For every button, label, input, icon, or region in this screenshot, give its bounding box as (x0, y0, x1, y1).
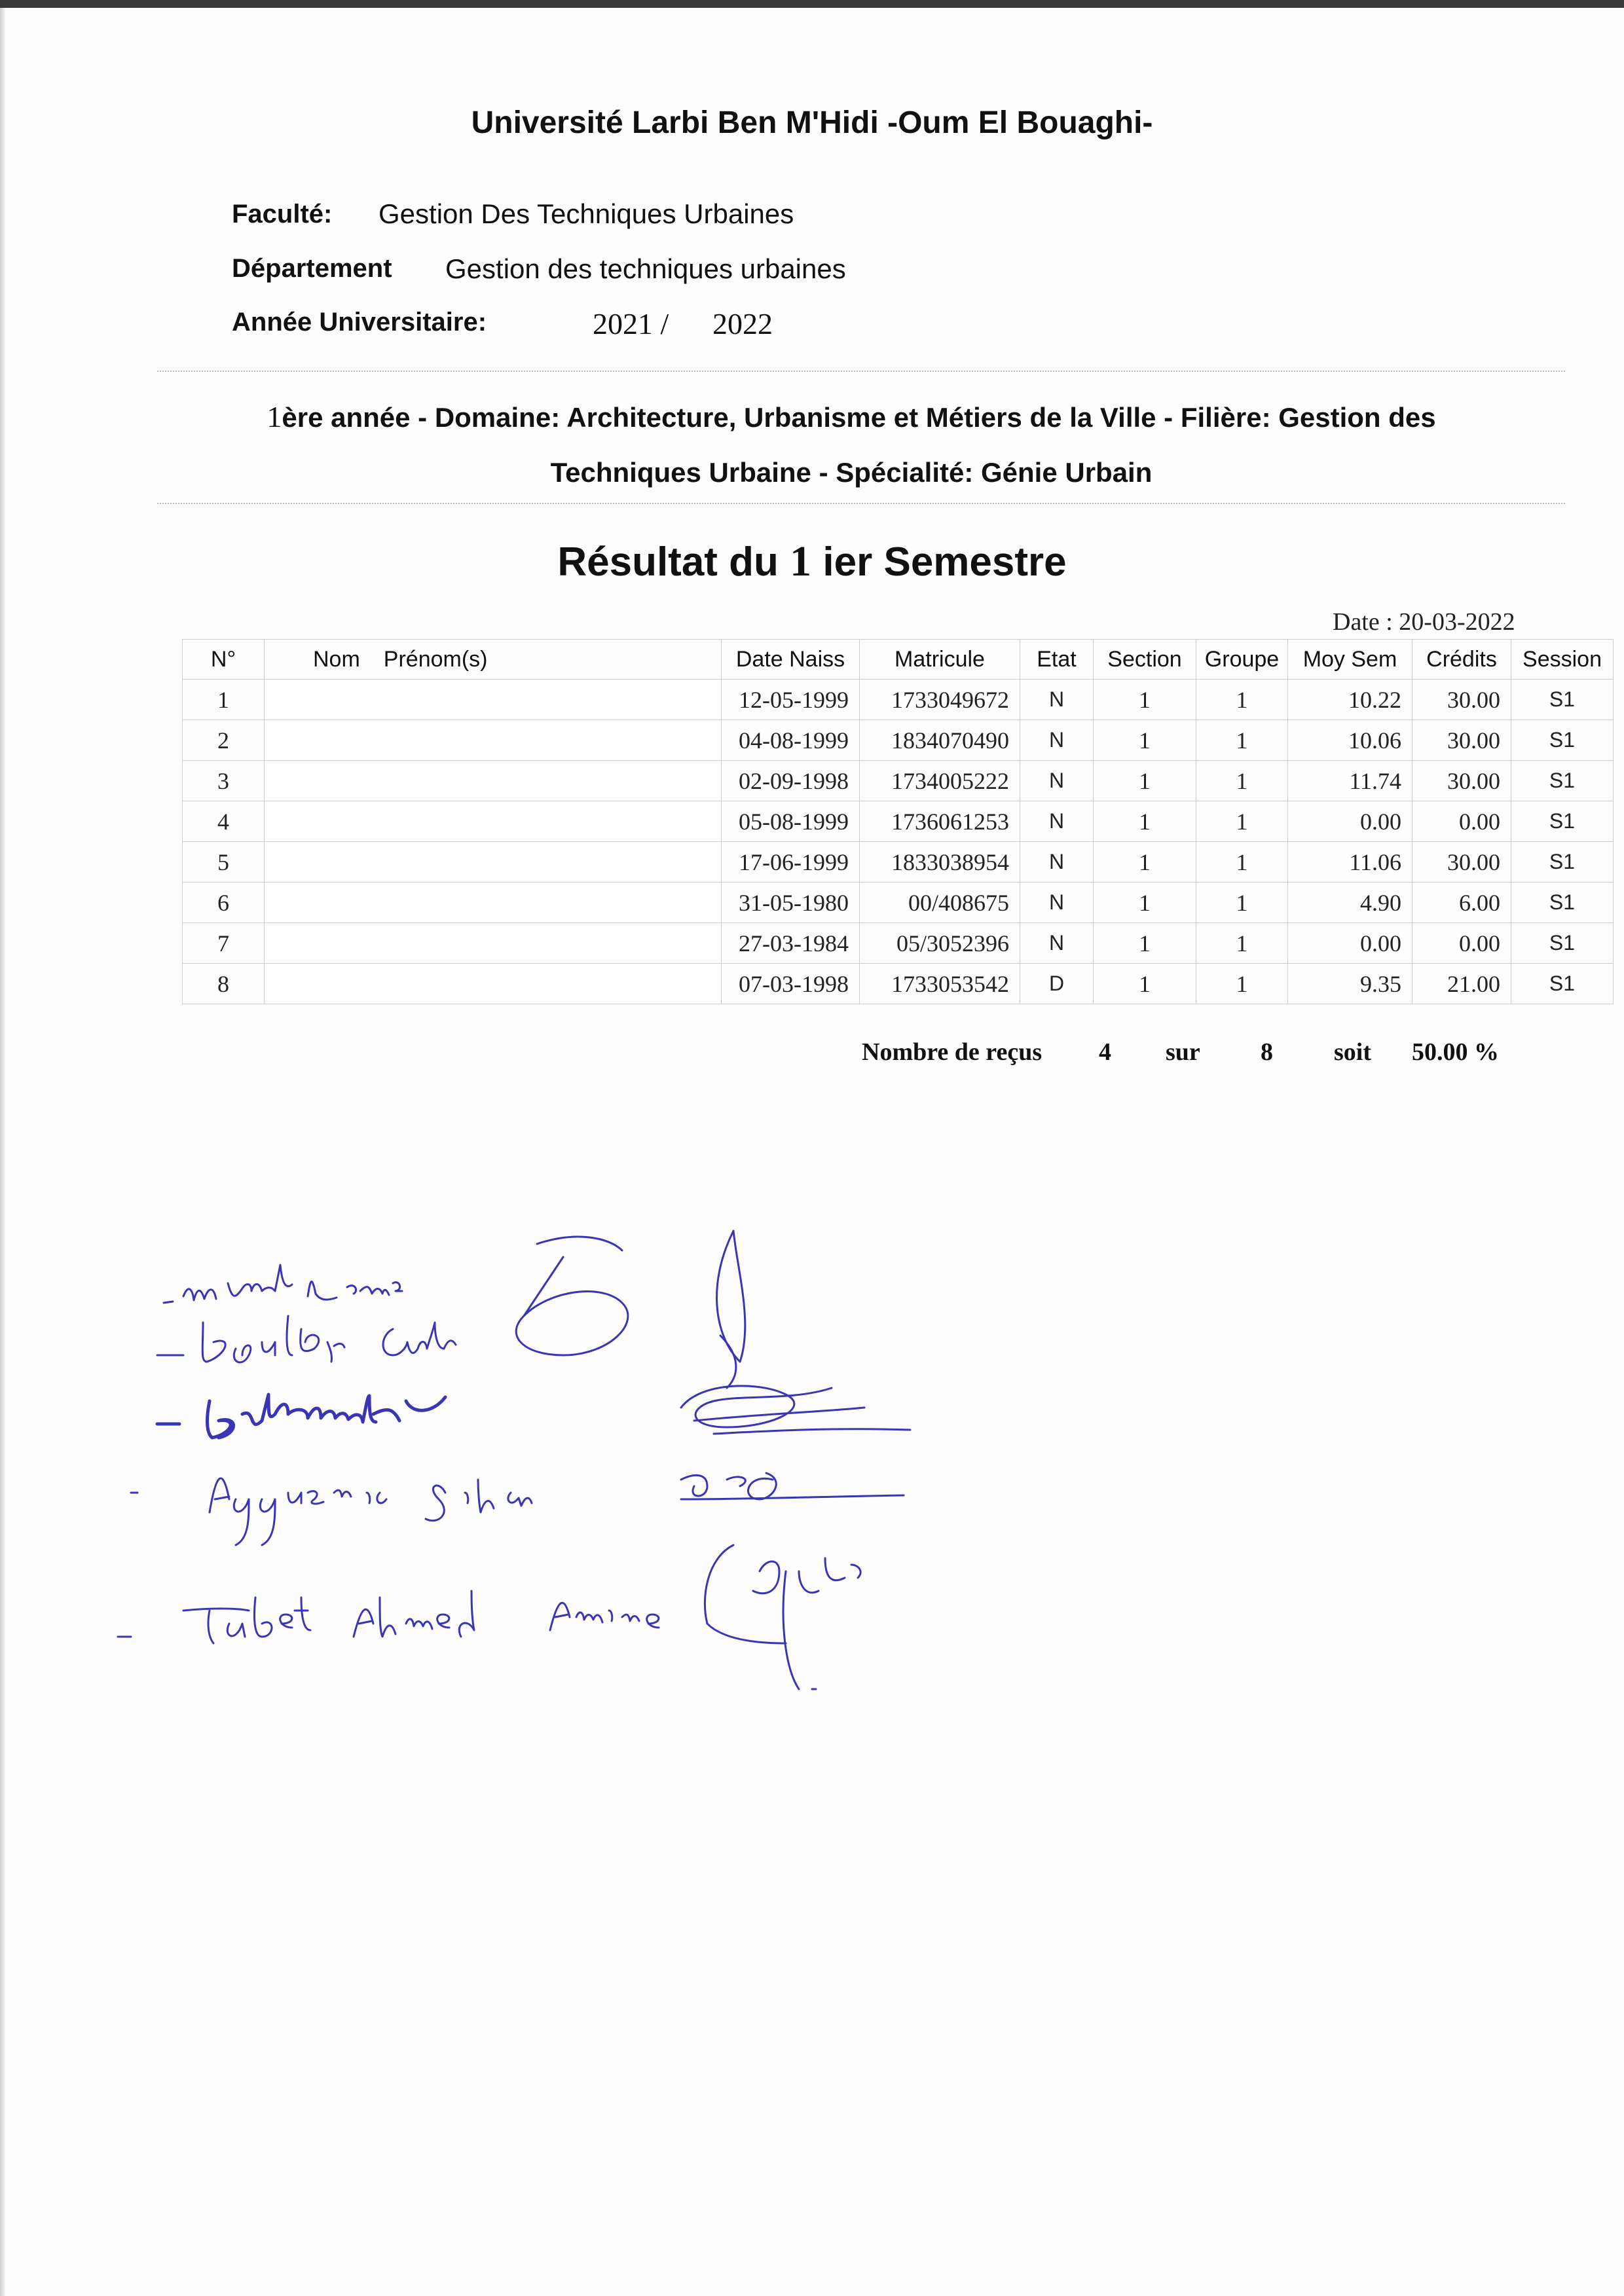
cell-date-naiss: 05-08-1999 (722, 801, 860, 842)
summary-percent: 50.00 % (1412, 1038, 1499, 1066)
cell-credits: 21.00 (1412, 964, 1511, 1004)
signature-mark-3 (681, 1386, 910, 1434)
cell-etat: D (1020, 964, 1094, 1004)
cell-name-redacted (265, 680, 722, 720)
cell-no: 6 (183, 883, 265, 923)
cell-groupe: 1 (1196, 923, 1288, 964)
header-nom: Nom (313, 646, 360, 672)
cell-groupe: 1 (1196, 801, 1288, 842)
header-date-naiss: Date Naiss (722, 640, 860, 680)
program-line-1-text: ère année - Domaine: Architecture, Urbanisme et Métiers de la Ville - Filière: Gestion des (282, 402, 1436, 433)
cell-no: 3 (183, 761, 265, 801)
cell-moy-sem: 11.06 (1288, 842, 1412, 883)
header-session: Session (1511, 640, 1614, 680)
cell-groupe: 1 (1196, 964, 1288, 1004)
table-row (183, 842, 1614, 883)
summary-soit: soit (1334, 1038, 1371, 1066)
cell-moy-sem: 9.35 (1288, 964, 1412, 1004)
date-label: Date : (1333, 608, 1393, 636)
signature-line-5 (118, 1591, 659, 1643)
departement-label: Département (232, 254, 392, 283)
program-description (157, 390, 1545, 500)
program-line-2: Techniques Urbaine - Spécialité: Génie Urbain (550, 457, 1153, 488)
annee-end: 2022 (712, 307, 773, 340)
cell-session: S1 (1511, 761, 1614, 801)
results-table (182, 639, 1614, 1004)
document-date (1333, 608, 1515, 636)
title-suffix: ier Semestre (822, 539, 1067, 585)
cell-etat: N (1020, 883, 1094, 923)
cell-name-redacted (265, 720, 722, 761)
signature-mark-2 (717, 1231, 745, 1388)
header-groupe: Groupe (1196, 640, 1288, 680)
cell-groupe: 1 (1196, 680, 1288, 720)
cell-date-naiss: 07-03-1998 (722, 964, 860, 1004)
cell-section: 1 (1094, 801, 1196, 842)
cell-matricule: 1733053542 (860, 964, 1020, 1004)
signature-line-1 (164, 1265, 402, 1303)
cell-no: 1 (183, 680, 265, 720)
cell-name-redacted (265, 842, 722, 883)
signature-line-2 (157, 1316, 456, 1362)
cell-name-redacted (265, 964, 722, 1004)
signature-mark-5 (705, 1545, 860, 1689)
program-line-1 (157, 390, 1545, 445)
cell-matricule: 1734005222 (860, 761, 1020, 801)
cell-credits: 30.00 (1412, 720, 1511, 761)
cell-section: 1 (1094, 842, 1196, 883)
cell-moy-sem: 11.74 (1288, 761, 1412, 801)
cell-name-redacted (265, 761, 722, 801)
separator-top (157, 371, 1565, 372)
scan-left-shadow (0, 8, 5, 2296)
header-nom-prenom (265, 640, 722, 680)
cell-section: 1 (1094, 883, 1196, 923)
cell-no: 2 (183, 720, 265, 761)
cell-credits: 0.00 (1412, 923, 1511, 964)
cell-date-naiss: 02-09-1998 (722, 761, 860, 801)
date-value: 20-03-2022 (1399, 608, 1515, 636)
cell-date-naiss: 27-03-1984 (722, 923, 860, 964)
annee-start: 2021 / (593, 307, 669, 340)
cell-etat: N (1020, 720, 1094, 761)
cell-etat: N (1020, 761, 1094, 801)
cell-section: 1 (1094, 761, 1196, 801)
cell-name-redacted (265, 801, 722, 842)
cell-section: 1 (1094, 680, 1196, 720)
cell-credits: 6.00 (1412, 883, 1511, 923)
scan-top-border (0, 0, 1624, 8)
cell-section: 1 (1094, 923, 1196, 964)
cell-date-naiss: 17-06-1999 (722, 842, 860, 883)
cell-moy-sem: 0.00 (1288, 923, 1412, 964)
cell-no: 5 (183, 842, 265, 883)
summary-label: Nombre de reçus (862, 1038, 1043, 1066)
faculte-label: Faculté: (232, 200, 333, 228)
cell-etat: N (1020, 842, 1094, 883)
cell-groupe: 1 (1196, 883, 1288, 923)
table-row (183, 883, 1614, 923)
signature-mark-4 (681, 1473, 904, 1499)
cell-matricule: 1733049672 (860, 680, 1020, 720)
table-header-row (183, 640, 1614, 680)
cell-etat: N (1020, 801, 1094, 842)
cell-session: S1 (1511, 923, 1614, 964)
cell-matricule: 1736061253 (860, 801, 1020, 842)
cell-section: 1 (1094, 964, 1196, 1004)
signature-line-3 (157, 1394, 445, 1438)
cell-matricule: 00/408675 (860, 883, 1020, 923)
cell-session: S1 (1511, 883, 1614, 923)
cell-matricule: 05/3052396 (860, 923, 1020, 964)
table-row (183, 761, 1614, 801)
header-prenom: Prénom(s) (383, 646, 488, 672)
cell-moy-sem: 4.90 (1288, 883, 1412, 923)
cell-section: 1 (1094, 720, 1196, 761)
cell-groupe: 1 (1196, 761, 1288, 801)
cell-date-naiss: 12-05-1999 (722, 680, 860, 720)
cell-matricule: 1833038954 (860, 842, 1020, 883)
cell-groupe: 1 (1196, 720, 1288, 761)
university-title: Université Larbi Ben M'Hidi -Oum El Bouaghi- (471, 105, 1153, 140)
cell-credits: 30.00 (1412, 761, 1511, 801)
summary-sur: sur (1166, 1038, 1200, 1066)
faculte-value: Gestion Des Techniques Urbaines (378, 198, 794, 229)
signature-line-4 (131, 1478, 532, 1545)
table-row (183, 964, 1614, 1004)
header-section: Section (1094, 640, 1196, 680)
cell-session: S1 (1511, 964, 1614, 1004)
summary-received-count: 4 (1099, 1038, 1111, 1066)
cell-no: 4 (183, 801, 265, 842)
header-etat: Etat (1020, 640, 1094, 680)
cell-matricule: 1834070490 (860, 720, 1020, 761)
cell-name-redacted (265, 923, 722, 964)
annee-label: Année Universitaire: (232, 308, 487, 337)
header-credits: Crédits (1412, 640, 1511, 680)
separator-bottom (157, 503, 1565, 504)
program-year: 1 (267, 400, 282, 433)
cell-moy-sem: 10.22 (1288, 680, 1412, 720)
cell-moy-sem: 10.06 (1288, 720, 1412, 761)
header-moy-sem: Moy Sem (1288, 640, 1412, 680)
table-row (183, 680, 1614, 720)
table-row (183, 720, 1614, 761)
cell-credits: 0.00 (1412, 801, 1511, 842)
table-row (183, 923, 1614, 964)
cell-credits: 30.00 (1412, 680, 1511, 720)
cell-credits: 30.00 (1412, 842, 1511, 883)
page-title (0, 537, 1624, 587)
cell-date-naiss: 04-08-1999 (722, 720, 860, 761)
header-no: N° (183, 640, 265, 680)
summary-total-count: 8 (1261, 1038, 1273, 1066)
cell-name-redacted (265, 883, 722, 923)
handwritten-signatures (105, 1205, 956, 1715)
cell-moy-sem: 0.00 (1288, 801, 1412, 842)
cell-etat: N (1020, 923, 1094, 964)
cell-session: S1 (1511, 720, 1614, 761)
cell-session: S1 (1511, 680, 1614, 720)
signature-mark-1 (516, 1237, 628, 1355)
table-row (183, 801, 1614, 842)
cell-session: S1 (1511, 842, 1614, 883)
cell-date-naiss: 31-05-1980 (722, 883, 860, 923)
cell-no: 8 (183, 964, 265, 1004)
cell-no: 7 (183, 923, 265, 964)
title-semester-number: 1 (790, 538, 812, 585)
header-matricule: Matricule (860, 640, 1020, 680)
cell-etat: N (1020, 680, 1094, 720)
title-prefix: Résultat du (557, 539, 779, 585)
cell-groupe: 1 (1196, 842, 1288, 883)
cell-session: S1 (1511, 801, 1614, 842)
departement-value: Gestion des techniques urbaines (445, 253, 846, 284)
